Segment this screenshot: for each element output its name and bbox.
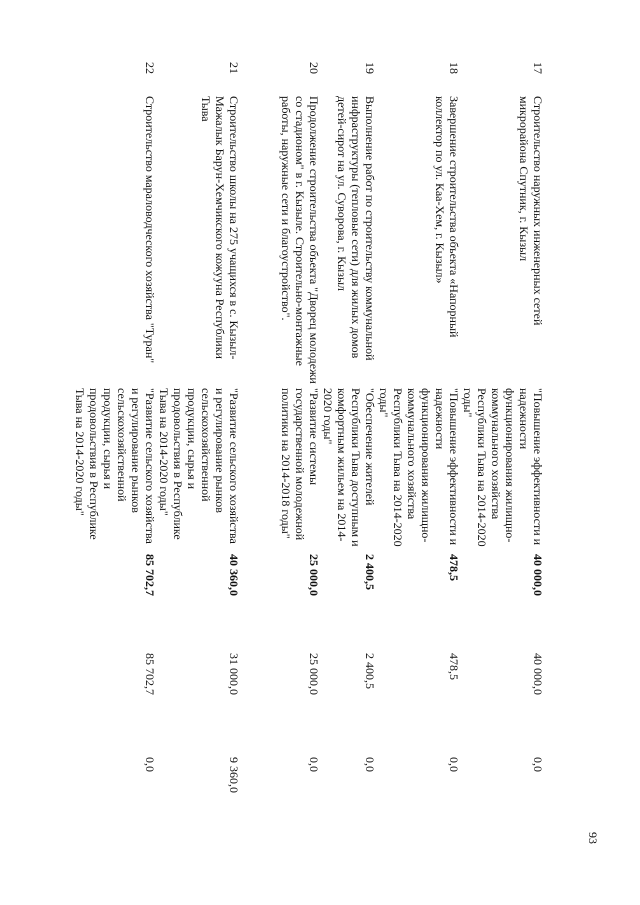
amount-col2: 31 000,0 xyxy=(227,653,241,695)
amount-col3: 0,0 xyxy=(531,757,545,772)
row-number: 22 xyxy=(143,62,157,74)
program-name: "Обеспечение жителей Республики Тыва доступным и комфортным жильем на 2014-2020 годы" xyxy=(321,388,377,547)
amount-col3: 0,0 xyxy=(307,757,321,772)
table-row xyxy=(321,62,377,841)
object-name: Завершение строительства объекта «Напорный коллектор по ул. Каа-Хем, г. Кызыл» xyxy=(433,96,461,338)
total-amount: 85 702,7 xyxy=(143,554,157,596)
table-row xyxy=(157,62,241,841)
total-amount: 2 400,5 xyxy=(363,554,377,590)
object-name: Строительство наружных инженерных сетей микрорайона Спутник, г. Кызыл xyxy=(517,96,545,326)
table-row xyxy=(241,62,321,841)
total-amount: 40 360,0 xyxy=(227,554,241,596)
program-name: "Повышение эффективности и надежности функционирования жилищно-коммунального хозяйства Республики Тыва на 2014-2020 годы" xyxy=(461,388,545,547)
page-number: 93 xyxy=(586,832,600,844)
object-name: Строительство мараловодческого хозяйства "Туран" xyxy=(143,96,157,364)
program-name: "Повышение эффективности и надежности функционирования жилищно-коммунального хозяйства Республики Тыва на 2014-2020 годы" xyxy=(377,388,461,547)
table-row xyxy=(73,62,157,841)
amount-col3: 0,0 xyxy=(363,757,377,772)
amount-col3: 0,0 xyxy=(447,757,461,772)
row-number: 19 xyxy=(363,62,377,74)
program-name: "Развитие сельского хозяйства и регулирование рынков сельскохозяйственной продукции, сырья и продовольствия в Республике Тыва на 2014-2020 годы" xyxy=(157,388,241,544)
row-number: 17 xyxy=(531,62,545,74)
capital-construction-table xyxy=(73,62,545,841)
amount-col2: 40 000,0 xyxy=(531,653,545,695)
table-row xyxy=(377,62,461,841)
table-row xyxy=(461,62,545,841)
amount-col2: 85 702,7 xyxy=(143,653,157,695)
total-amount: 478,5 xyxy=(447,554,461,581)
amount-col3: 9 360,0 xyxy=(227,757,241,793)
row-number: 21 xyxy=(227,62,241,74)
amount-col2: 2 400,5 xyxy=(363,653,377,689)
amount-col3: 0,0 xyxy=(143,757,157,772)
object-name: Продолжение строительства объекта "Дворец молодежи со стадионом" в г. Кызыле. Строительно-монтажные работы, наружные сети и благоустройство". xyxy=(279,96,321,384)
row-number: 20 xyxy=(307,62,321,74)
total-amount: 25 000,0 xyxy=(307,554,321,596)
program-name: "Развитие системы государственной молодежной политики на 2014-2018 годы" xyxy=(279,388,321,541)
object-name: Строительство школы на 275 учащихся в с. Кызыл-Мажалык Барун-Хемчикского кожууна Республики Тыва xyxy=(199,96,241,360)
program-name: "Развитие сельского хозяйства и регулирование рынков сельскохозяйственной продукции, сырья и продовольствия в Республике Тыва на 2014-2020 годы" xyxy=(73,388,157,544)
amount-col2: 25 000,0 xyxy=(307,653,321,695)
total-amount: 40 000,0 xyxy=(531,554,545,596)
amount-col2: 478,5 xyxy=(447,653,461,680)
row-number: 18 xyxy=(447,62,461,74)
object-name: Выполнение работ по строительству коммунальной инфраструктуры (тепловые сети) для жилых домов детей-сирот на ул. Суворова, г. Кызыл xyxy=(335,96,377,361)
